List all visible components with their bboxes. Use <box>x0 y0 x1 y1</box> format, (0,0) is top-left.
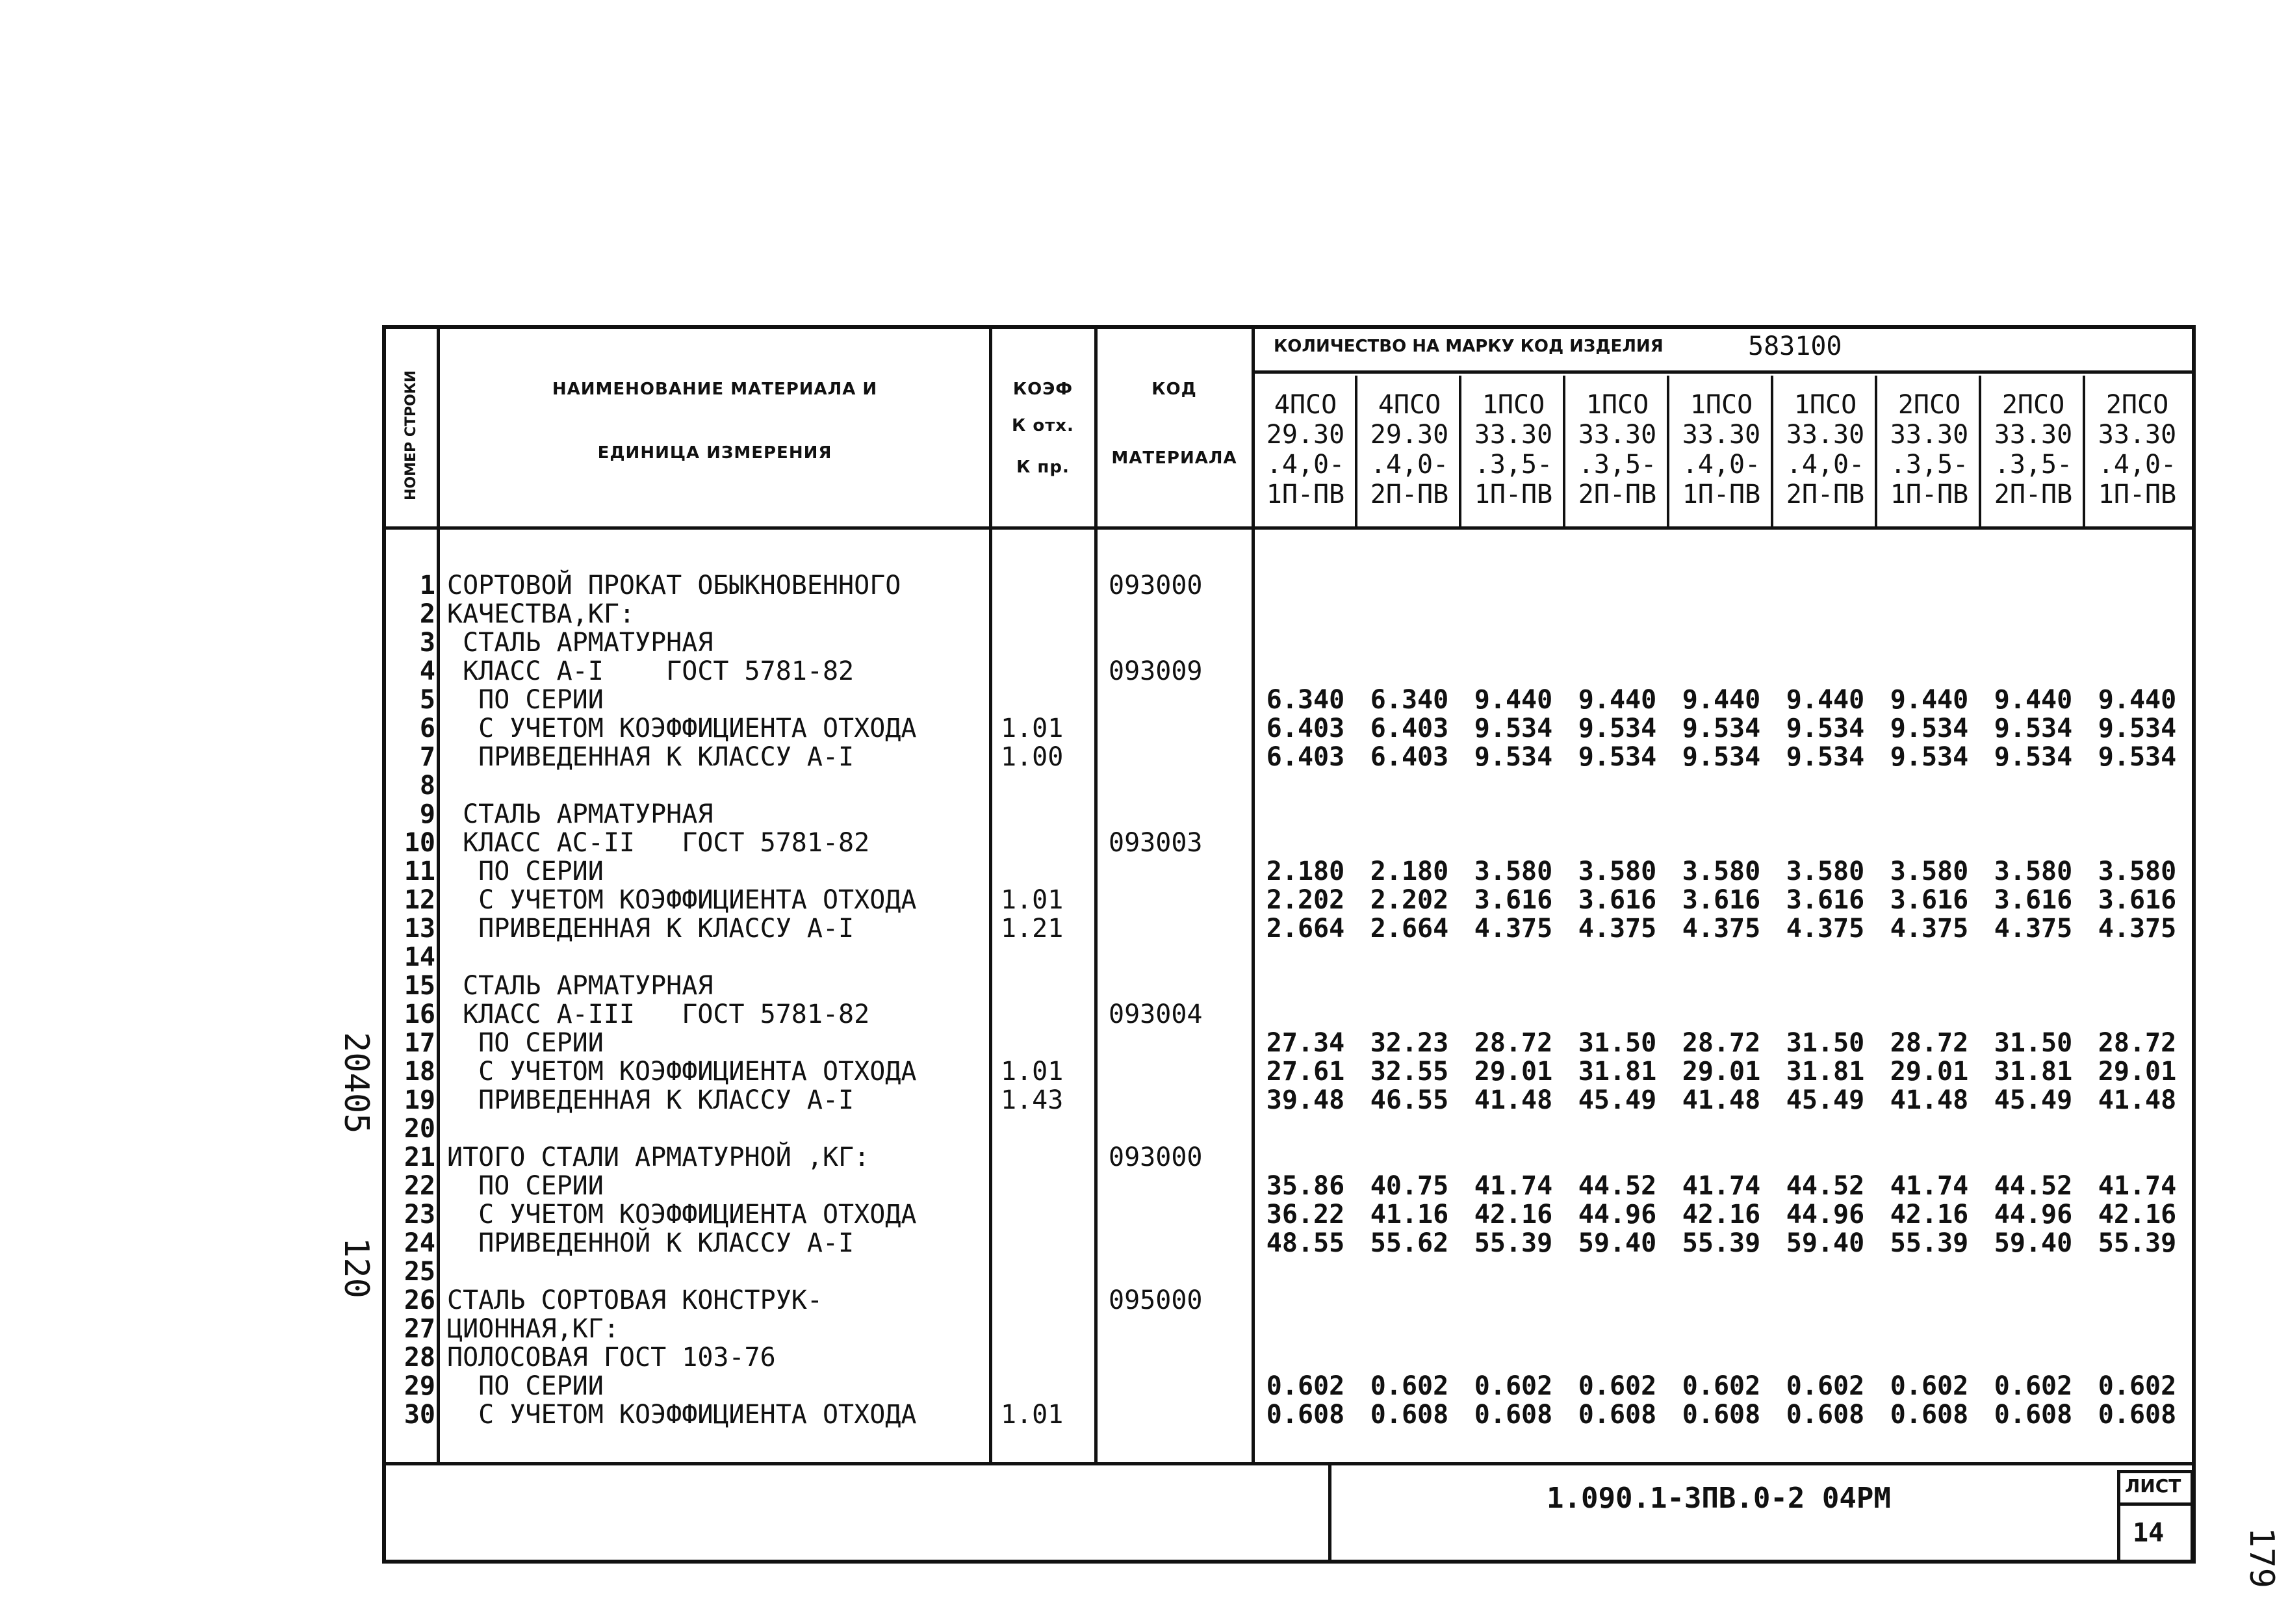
row-number: 21 <box>404 1142 435 1172</box>
quantity-cell: 0.602 <box>1474 1371 1553 1401</box>
material-code: 095000 <box>1109 1285 1203 1315</box>
row-number: 13 <box>404 914 435 944</box>
sheet-label: ЛИСТ <box>2125 1475 2181 1497</box>
mark-header: 1ПСО 33.30 .3,5- 2П-ПВ <box>1578 390 1657 509</box>
quantity-cell: 3.580 <box>1994 857 2073 886</box>
material-name: С УЧЕТОМ КОЭФФИЦИЕНТА ОТХОДА <box>447 1200 917 1230</box>
footer-divider <box>1328 1462 1331 1564</box>
coef-header-line2: К отх. <box>1012 416 1074 435</box>
row-number: 9 <box>419 799 435 829</box>
material-name: С УЧЕТОМ КОЭФФИЦИЕНТА ОТХОДА <box>447 885 917 915</box>
row-number: 3 <box>419 628 435 658</box>
row-number: 1 <box>419 571 435 600</box>
quantity-cell: 2.664 <box>1370 914 1449 944</box>
quantity-cell: 9.440 <box>1578 685 1657 715</box>
quantity-cell: 9.440 <box>1994 685 2073 715</box>
quantity-cell: 6.403 <box>1370 742 1449 772</box>
material-name: ПРИВЕДЕННАЯ К КЛАССУ А-I <box>447 1085 855 1115</box>
quantity-cell: 0.602 <box>1786 1371 1865 1401</box>
row-number: 20 <box>404 1114 435 1144</box>
row-number: 26 <box>404 1285 435 1315</box>
quantity-cell: 9.534 <box>1786 742 1865 772</box>
quantity-cell: 9.534 <box>2098 742 2177 772</box>
quantity-cell: 32.55 <box>1370 1057 1449 1087</box>
coefficient: 1.43 <box>1001 1085 1064 1115</box>
document-code: 1.090.1-3ПВ.0-2 04РМ <box>1547 1482 1891 1515</box>
coefficient: 1.21 <box>1001 914 1064 944</box>
quantity-cell: 9.534 <box>2098 714 2177 743</box>
quantity-cell: 29.01 <box>1890 1057 1969 1087</box>
quantity-cell: 41.74 <box>2098 1171 2177 1201</box>
quantity-cell: 44.52 <box>1994 1171 2073 1201</box>
side-number-120: 120 <box>337 1237 376 1298</box>
material-name: ПРИВЕДЕННАЯ К КЛАССУ А-I <box>447 742 855 772</box>
name-header-line1: НАИМЕНОВАНИЕ МАТЕРИАЛА И <box>552 380 878 399</box>
material-name: СТАЛЬ СОРТОВАЯ КОНСТРУК- <box>447 1285 823 1315</box>
quantity-cell: 55.39 <box>2098 1228 2177 1258</box>
quantity-cell: 2.202 <box>1266 885 1345 915</box>
row-number: 15 <box>404 971 435 1001</box>
material-name: КЛАСС А-I ГОСТ 5781-82 <box>447 656 855 686</box>
quantity-cell: 44.52 <box>1786 1171 1865 1201</box>
quantity-cell: 3.580 <box>2098 857 2177 886</box>
quantity-cell: 4.375 <box>1578 914 1657 944</box>
quantity-cell: 31.50 <box>1786 1028 1865 1058</box>
material-code: 093009 <box>1109 656 1203 686</box>
side-number-179: 179 <box>2242 1527 2281 1588</box>
quantity-cell: 9.534 <box>1890 742 1969 772</box>
quantity-cell: 9.440 <box>2098 685 2177 715</box>
row-number: 2 <box>419 599 435 629</box>
quantity-cell: 9.534 <box>1578 742 1657 772</box>
row-number: 5 <box>419 685 435 715</box>
quantity-cell: 3.580 <box>1578 857 1657 886</box>
material-name: ЦИОННАЯ,КГ: <box>447 1314 619 1344</box>
quantity-cell: 9.534 <box>1786 714 1865 743</box>
quantity-cell: 45.49 <box>1994 1085 2073 1115</box>
quantity-cell: 41.74 <box>1474 1171 1553 1201</box>
material-code: 093003 <box>1109 828 1203 858</box>
mark-divider <box>1979 376 1981 526</box>
quantity-cell: 3.616 <box>1786 885 1865 915</box>
quantity-cell: 3.616 <box>2098 885 2177 915</box>
mark-header: 2ПСО 33.30 .4,0- 1П-ПВ <box>2098 390 2177 509</box>
quantity-cell: 0.602 <box>1266 1371 1345 1401</box>
mark-divider <box>2083 376 2085 526</box>
material-name: ПРИВЕДЕННОЙ К КЛАССУ А-I <box>447 1228 855 1258</box>
quantity-cell: 9.534 <box>1474 742 1553 772</box>
quantity-cell: 36.22 <box>1266 1200 1345 1230</box>
divider-name <box>989 325 992 1465</box>
material-name: С УЧЕТОМ КОЭФФИЦИЕНТА ОТХОДА <box>447 1057 917 1087</box>
code-header-line1: КОД <box>1151 380 1197 399</box>
quantity-cell: 41.48 <box>2098 1085 2177 1115</box>
mark-header: 1ПСО 33.30 .4,0- 2П-ПВ <box>1786 390 1865 509</box>
material-name: ПОЛОСОВАЯ ГОСТ 103-76 <box>447 1343 776 1373</box>
quantity-cell: 3.616 <box>1994 885 2073 915</box>
row-number: 17 <box>404 1028 435 1058</box>
quantity-cell: 3.580 <box>1786 857 1865 886</box>
quantity-cell: 59.40 <box>1994 1228 2073 1258</box>
quantity-cell: 29.01 <box>2098 1057 2177 1087</box>
row-number: 27 <box>404 1314 435 1344</box>
quantity-cell: 41.74 <box>1682 1171 1761 1201</box>
quantity-cell: 41.48 <box>1474 1085 1553 1115</box>
divider-rownum <box>437 325 440 1465</box>
quantity-cell: 45.49 <box>1578 1085 1657 1115</box>
quantity-cell: 28.72 <box>1474 1028 1553 1058</box>
quantity-cell: 4.375 <box>1786 914 1865 944</box>
material-name: КЛАСС АС-II ГОСТ 5781-82 <box>447 828 870 858</box>
quantity-cell: 6.340 <box>1266 685 1345 715</box>
sheet-number: 14 <box>2133 1518 2165 1548</box>
quantity-cell: 4.375 <box>1682 914 1761 944</box>
quantity-cell: 31.81 <box>1786 1057 1865 1087</box>
coefficient: 1.00 <box>1001 742 1064 772</box>
quantity-cell: 0.602 <box>1994 1371 2073 1401</box>
coef-header-line1: КОЭФ <box>1012 380 1073 399</box>
qty-header-line <box>1252 370 2196 374</box>
quantity-cell: 42.16 <box>1474 1200 1553 1230</box>
coefficient: 1.01 <box>1001 885 1064 915</box>
material-name: ПРИВЕДЕННАЯ К КЛАССУ А-I <box>447 914 855 944</box>
quantity-cell: 6.403 <box>1266 714 1345 743</box>
quantity-cell: 9.440 <box>1786 685 1865 715</box>
quantity-cell: 2.180 <box>1370 857 1449 886</box>
row-number: 19 <box>404 1085 435 1115</box>
coef-header-line3: К пр. <box>1016 458 1070 477</box>
mark-divider <box>1459 376 1461 526</box>
material-code: 093000 <box>1109 571 1203 600</box>
quantity-cell: 2.202 <box>1370 885 1449 915</box>
mark-divider <box>1875 376 1877 526</box>
quantity-cell: 9.534 <box>1890 714 1969 743</box>
row-number: 18 <box>404 1057 435 1087</box>
quantity-cell: 27.61 <box>1266 1057 1345 1087</box>
quantity-cell: 28.72 <box>1682 1028 1761 1058</box>
quantity-cell: 31.81 <box>1994 1057 2073 1087</box>
quantity-cell: 29.01 <box>1474 1057 1553 1087</box>
quantity-cell: 44.96 <box>1994 1200 2073 1230</box>
quantity-cell: 28.72 <box>2098 1028 2177 1058</box>
row-number: 11 <box>404 857 435 886</box>
quantity-cell: 44.96 <box>1578 1200 1657 1230</box>
quantity-cell: 29.01 <box>1682 1057 1761 1087</box>
material-name: ПО СЕРИИ <box>447 1371 604 1401</box>
material-name: КАЧЕСТВА,КГ: <box>447 599 635 629</box>
mark-divider <box>1771 376 1773 526</box>
quantity-cell: 3.616 <box>1682 885 1761 915</box>
quantity-cell: 55.39 <box>1890 1228 1969 1258</box>
quantity-cell: 9.534 <box>1994 742 2073 772</box>
quantity-cell: 2.180 <box>1266 857 1345 886</box>
quantity-cell: 9.534 <box>1682 714 1761 743</box>
quantity-cell: 0.608 <box>1266 1400 1345 1430</box>
quantity-cell: 42.16 <box>1890 1200 1969 1230</box>
quantity-cell: 42.16 <box>2098 1200 2177 1230</box>
quantity-cell: 41.48 <box>1682 1085 1761 1115</box>
quantity-cell: 3.616 <box>1890 885 1969 915</box>
row-number: 12 <box>404 885 435 915</box>
name-header-line2: ЕДИНИЦА ИЗМЕРЕНИЯ <box>597 443 832 463</box>
material-code: 093004 <box>1109 999 1203 1029</box>
body-bottom-line <box>382 1462 2196 1465</box>
quantity-cell: 27.34 <box>1266 1028 1345 1058</box>
mark-header: 1ПСО 33.30 .4,0- 1П-ПВ <box>1682 390 1761 509</box>
quantity-cell: 0.608 <box>1474 1400 1553 1430</box>
row-number: 28 <box>404 1343 435 1373</box>
coefficient: 1.01 <box>1001 714 1064 743</box>
quantity-cell: 9.534 <box>1578 714 1657 743</box>
material-name: ПО СЕРИИ <box>447 857 604 886</box>
quantity-cell: 6.340 <box>1370 685 1449 715</box>
quantity-cell: 2.664 <box>1266 914 1345 944</box>
quantity-cell: 45.49 <box>1786 1085 1865 1115</box>
quantity-cell: 0.608 <box>1890 1400 1969 1430</box>
product-code: 583100 <box>1748 331 1842 361</box>
quantity-cell: 3.580 <box>1474 857 1553 886</box>
side-number-20405: 20405 <box>337 1032 376 1134</box>
mark-header: 2ПСО 33.30 .3,5- 2П-ПВ <box>1994 390 2073 509</box>
quantity-cell: 44.52 <box>1578 1171 1657 1201</box>
mark-header: 4ПСО 29.30 .4,0- 2П-ПВ <box>1370 390 1449 509</box>
quantity-cell: 0.602 <box>1578 1371 1657 1401</box>
quantity-cell: 40.75 <box>1370 1171 1449 1201</box>
quantity-cell: 0.608 <box>1994 1400 2073 1430</box>
quantity-cell: 6.403 <box>1266 742 1345 772</box>
quantity-cell: 55.39 <box>1682 1228 1761 1258</box>
row-number: 29 <box>404 1371 435 1401</box>
divider-coef <box>1094 325 1098 1465</box>
quantity-cell: 9.440 <box>1474 685 1553 715</box>
row-number: 10 <box>404 828 435 858</box>
quantity-cell: 55.62 <box>1370 1228 1449 1258</box>
material-name: КЛАСС А-III ГОСТ 5781-82 <box>447 999 870 1029</box>
quantity-cell: 55.39 <box>1474 1228 1553 1258</box>
row-number: 7 <box>419 742 435 772</box>
quantity-cell: 0.602 <box>1370 1371 1449 1401</box>
quantity-cell: 9.534 <box>1994 714 2073 743</box>
quantity-cell: 0.602 <box>1890 1371 1969 1401</box>
material-name: СТАЛЬ АРМАТУРНАЯ <box>447 799 713 829</box>
quantity-cell: 0.602 <box>1682 1371 1761 1401</box>
quantity-cell: 4.375 <box>1890 914 1969 944</box>
quantity-cell: 46.55 <box>1370 1085 1449 1115</box>
quantity-cell: 9.534 <box>1474 714 1553 743</box>
material-name: ПО СЕРИИ <box>447 685 604 715</box>
material-name: СОРТОВОЙ ПРОКАТ ОБЫКНОВЕННОГО <box>447 571 901 600</box>
mark-header: 2ПСО 33.30 .3,5- 1П-ПВ <box>1890 390 1969 509</box>
quantity-cell: 6.403 <box>1370 714 1449 743</box>
quantity-cell: 0.608 <box>1370 1400 1449 1430</box>
header-bottom-line <box>382 526 2196 530</box>
row-number: 6 <box>419 714 435 743</box>
quantity-cell: 41.48 <box>1890 1085 1969 1115</box>
qty-title: КОЛИЧЕСТВО НА МАРКУ КОД ИЗДЕЛИЯ <box>1274 337 1664 356</box>
row-number: 8 <box>419 771 435 801</box>
quantity-cell: 28.72 <box>1890 1028 1969 1058</box>
quantity-cell: 3.616 <box>1474 885 1553 915</box>
code-header-line2: МАТЕРИАЛА <box>1111 448 1237 468</box>
row-number: 22 <box>404 1171 435 1201</box>
material-name: ПО СЕРИИ <box>447 1171 604 1201</box>
quantity-cell: 44.96 <box>1786 1200 1865 1230</box>
coefficient: 1.01 <box>1001 1057 1064 1087</box>
material-name: СТАЛЬ АРМАТУРНАЯ <box>447 971 713 1001</box>
mark-divider <box>1563 376 1565 526</box>
row-number: 24 <box>404 1228 435 1258</box>
material-name: С УЧЕТОМ КОЭФФИЦИЕНТА ОТХОДА <box>447 1400 917 1430</box>
mark-divider <box>1667 376 1669 526</box>
row-number: 16 <box>404 999 435 1029</box>
mark-header: 4ПСО 29.30 .4,0- 1П-ПВ <box>1266 390 1345 509</box>
row-number: 30 <box>404 1400 435 1430</box>
quantity-cell: 4.375 <box>1474 914 1553 944</box>
row-number: 14 <box>404 942 435 972</box>
quantity-cell: 35.86 <box>1266 1171 1345 1201</box>
quantity-cell: 41.16 <box>1370 1200 1449 1230</box>
quantity-cell: 48.55 <box>1266 1228 1345 1258</box>
quantity-cell: 9.440 <box>1890 685 1969 715</box>
row-number-header: НОМЕР СТРОКИ <box>403 370 419 500</box>
quantity-cell: 0.608 <box>2098 1400 2177 1430</box>
material-name: С УЧЕТОМ КОЭФФИЦИЕНТА ОТХОДА <box>447 714 917 743</box>
material-name: ПО СЕРИИ <box>447 1028 604 1058</box>
quantity-cell: 4.375 <box>1994 914 2073 944</box>
row-number: 25 <box>404 1257 435 1287</box>
row-number: 23 <box>404 1200 435 1230</box>
material-name: СТАЛЬ АРМАТУРНАЯ <box>447 628 713 658</box>
quantity-cell: 0.608 <box>1786 1400 1865 1430</box>
quantity-cell: 0.608 <box>1578 1400 1657 1430</box>
mark-divider <box>1355 376 1357 526</box>
quantity-cell: 59.40 <box>1578 1228 1657 1258</box>
quantity-cell: 9.440 <box>1682 685 1761 715</box>
quantity-cell: 42.16 <box>1682 1200 1761 1230</box>
quantity-cell: 0.608 <box>1682 1400 1761 1430</box>
quantity-cell: 9.534 <box>1682 742 1761 772</box>
quantity-cell: 3.580 <box>1890 857 1969 886</box>
row-number: 4 <box>419 656 435 686</box>
quantity-cell: 59.40 <box>1786 1228 1865 1258</box>
quantity-cell: 32.23 <box>1370 1028 1449 1058</box>
coefficient: 1.01 <box>1001 1400 1064 1430</box>
mark-header: 1ПСО 33.30 .3,5- 1П-ПВ <box>1474 390 1553 509</box>
material-code: 093000 <box>1109 1142 1203 1172</box>
material-name: ИТОГО СТАЛИ АРМАТУРНОЙ ,КГ: <box>447 1142 870 1172</box>
quantity-cell: 0.602 <box>2098 1371 2177 1401</box>
quantity-cell: 31.50 <box>1578 1028 1657 1058</box>
quantity-cell: 4.375 <box>2098 914 2177 944</box>
quantity-cell: 39.48 <box>1266 1085 1345 1115</box>
quantity-cell: 3.580 <box>1682 857 1761 886</box>
quantity-cell: 31.81 <box>1578 1057 1657 1087</box>
quantity-cell: 3.616 <box>1578 885 1657 915</box>
sheet-divider <box>2117 1502 2194 1506</box>
quantity-cell: 31.50 <box>1994 1028 2073 1058</box>
quantity-cell: 41.74 <box>1890 1171 1969 1201</box>
